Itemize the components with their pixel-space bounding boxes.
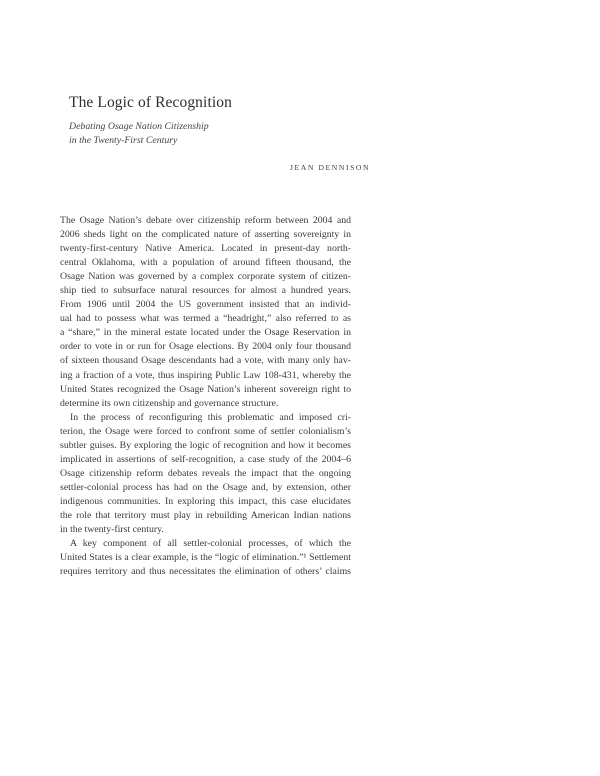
body-line: terion, the Osage were forced to confront some of settler colonialism’s: [60, 425, 351, 437]
body-line: ual had to possess what was termed a “headright,” also referred to as: [60, 313, 351, 325]
body-line: From 1906 until 2004 the US government insisted that an individ-: [60, 299, 351, 311]
body-line: ing a fraction of a vote, thus inspiring Public Law 108-431, whereby the: [60, 369, 351, 381]
subtitle-line: Debating Osage Nation Citizenship: [69, 121, 209, 132]
body-line: subtler guises. By exploring the logic of recognition and how it becomes: [60, 439, 351, 451]
body-text: [60, 214, 351, 579]
body-line: United States recognized the Osage Nation’s inherent sovereign right to: [60, 383, 351, 395]
body-line: the role that territory must play in rebuilding American Indian nations: [60, 509, 351, 521]
body-line: implicated in assertions of self-recognition, a case study of the 2004–6: [60, 453, 351, 465]
article-title: The Logic of Recognition: [69, 94, 232, 111]
body-line: settler-colonial process has had on the Osage and, by extension, other: [60, 481, 351, 493]
body-line: order to vote in or run for Osage elections. By 2004 only four thousand: [60, 341, 351, 353]
body-line: twenty-first-century Native America. Located in present-day north-: [60, 243, 351, 255]
body-line: The Osage Nation’s debate over citizenship reform between 2004 and: [60, 215, 351, 226]
body-line: In the process of reconfiguring this problematic and imposed cri-: [70, 411, 351, 423]
body-line: in the twenty-first century.: [60, 524, 164, 536]
body-line: indigenous communities. In exploring this impact, this case elucidates: [60, 495, 351, 507]
body-line: of sixteen thousand Osage descendants had a vote, with many only hav-: [60, 355, 351, 367]
body-line: Osage Nation was governed by a complex corporate system of citizen-: [60, 271, 351, 283]
body-line: determine its own citizenship and governance structure.: [60, 397, 279, 409]
article-subtitle: [69, 120, 209, 148]
body-line: 2006 sheds light on the complicated nature of asserting sovereignty in: [60, 229, 351, 241]
body-line: Osage citizenship reform debates reveals the impact that the ongoing: [60, 467, 351, 479]
body-line: ship tied to subsurface natural resources for almost a hundred years.: [60, 285, 351, 297]
body-line: a “share,” in the mineral estate located under the Osage Reservation in: [60, 327, 351, 339]
subtitle-line: in the Twenty-First Century: [69, 135, 178, 146]
body-line: A key component of all settler-colonial processes, of which the: [70, 538, 351, 550]
body-line: central Oklahoma, with a population of around fifteen thousand, the: [60, 257, 351, 269]
body-line: United States is a clear example, is the “logic of elimination.”¹ Settlement: [60, 552, 351, 564]
author-name: JEAN DENNISON: [290, 163, 371, 172]
body-line: requires territory and thus necessitates the elimination of others’ claims: [60, 566, 351, 578]
